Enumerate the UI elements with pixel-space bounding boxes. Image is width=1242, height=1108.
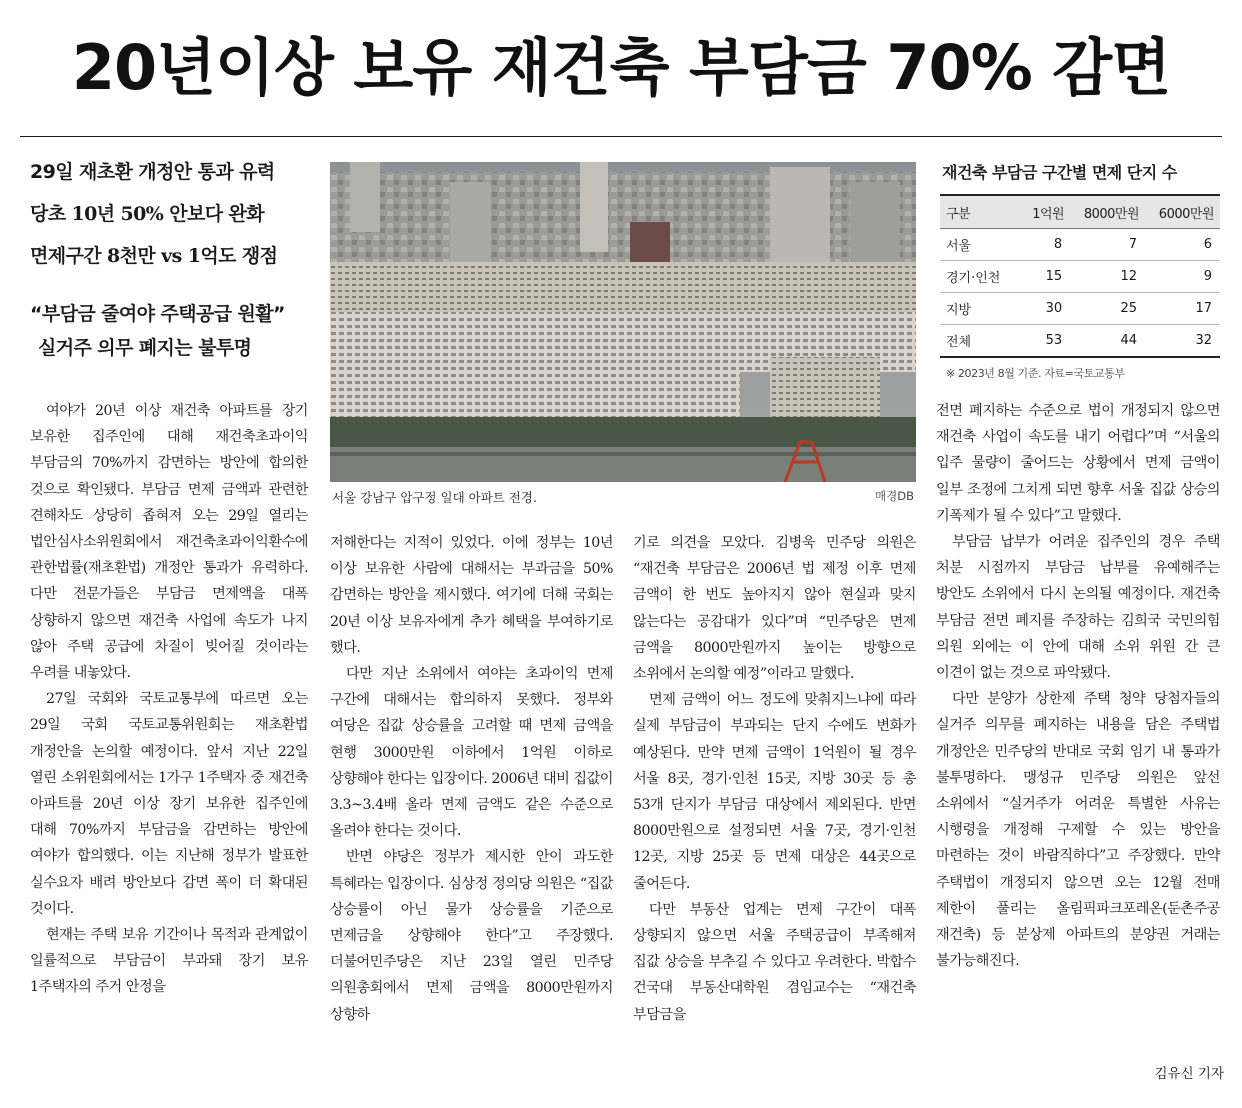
paragraph: 현재는 주택 보유 기간이나 목적과 관계없이 일률적으로 부담금이 부과돼 장기 보유 1주택자의 주거 안정을	[30, 927, 308, 996]
table-cell: 15	[1024, 261, 1070, 293]
table-cell: 17	[1145, 293, 1220, 325]
paragraph: 27일 국회와 국토교통부에 따르면 오는 29일 국회 국토교통위원회는 재초환법 개정안을 논의할 예정이다. 앞서 지난 22일 열린 소위원회에서는 1가구 1주택자 중 재건축 아파트를 20년 이상 장기 보유한 집주인에 대해 70%까지 부담금을 감면하는 방안에 여야가 합의했다. 이는 지난해 정부가 발표한 실수요자 배려 방안보다 감면 폭이 더 확대된 것이다.	[30, 691, 308, 917]
subhead-2: 당초 10년 50% 안보다 완화	[30, 203, 265, 225]
table-header-row	[940, 195, 1220, 229]
table-source-note: ※ 2023년 8월 기준. 자료=국토교통부	[946, 367, 1125, 380]
table-header-cell: 1억원	[1024, 195, 1070, 229]
photo-apartments-image	[330, 162, 916, 482]
photo-credit: 매경DB	[875, 489, 914, 503]
paragraph: 다만 부동산 업계는 면제 구간이 대폭 상향되지 않으면 서울 주택공급이 부족해져 집값 상승을 부추길 수 있다고 우려한다. 박합수 건국대 부동산대학원 겸임교수는 “재건축 부담금을	[633, 901, 916, 1023]
article-column-3	[633, 530, 916, 1088]
subhead-5: 실거주 의무 폐지는 불투명	[38, 337, 252, 359]
subhead-4: “부담금 줄여야 주택공급 원활”	[30, 303, 285, 325]
table-row	[940, 325, 1220, 358]
subhead-3: 면제구간 8천만 vs 1억도 쟁점	[30, 245, 278, 267]
table-row	[940, 229, 1220, 261]
table-cell: 지방	[940, 293, 1024, 325]
table-title: 재건축 부담금 구간별 면제 단지 수	[942, 163, 1177, 182]
table-cell: 전체	[940, 325, 1024, 358]
headline-rule	[20, 136, 1222, 137]
table-cell: 경기·인천	[940, 261, 1024, 293]
table-cell: 25	[1070, 293, 1145, 325]
table-cell: 44	[1070, 325, 1145, 358]
table-cell: 32	[1145, 325, 1220, 358]
table-header-cell: 6000만원	[1145, 195, 1220, 229]
table-cell: 7	[1070, 229, 1145, 261]
table-row	[940, 293, 1220, 325]
table-cell: 30	[1024, 293, 1070, 325]
table-cell: 53	[1024, 325, 1070, 358]
news-photo	[330, 162, 916, 482]
table-cell: 9	[1145, 261, 1220, 293]
table-header-cell: 구분	[940, 195, 1024, 229]
paragraph: 여야가 20년 이상 재건축 아파트를 장기 보유한 집주인에 대해 재건축초과이익 부담금의 70%까지 감면하는 방안에 합의한 것으로 확인됐다. 부담금 면제 금액과 관련한 견해차도 상당히 좁혀져 오는 29일 열리는 법안심사소위원회에서 재건축초과이익환수에 관한법률(재초환법) 개정안 통과가 유력하다. 다만 전문가들은 부담금 면제액을 대폭 상향하지 않으면 재건축 사업에 속도가 나지 않아 주택 공급에 차질이 빚어질 것이라는 우려를 내놓았다.	[30, 403, 308, 682]
table-cell: 6	[1145, 229, 1220, 261]
caption-text: 서울 강남구 압구정 일대 아파트 전경.	[332, 490, 537, 505]
table-header-cell: 8000만원	[1070, 195, 1145, 229]
data-table-box	[940, 158, 1220, 381]
paragraph: 반면 야당은 정부가 제시한 안이 과도한 특혜라는 입장이다. 심상정 정의당 의원은 “집값 상승률이 아닌 물가 상승률을 기준으로 면제금을 상향해야 한다”고 주장했다. 더불어민주당은 지난 23일 열린 민주당 의원총회에서 면제 금액을 8000만원까지 상향하	[330, 849, 613, 1023]
paragraph: 다만 지난 소위에서 여야는 초과이익 면제 구간에 대해서는 합의하지 못했다. 정부와 여당은 집값 상승률을 고려할 때 면제 금액을 현행 3000만원 이하에서 1억원 이하로 상향해야 한다는 입장이다. 2006년 대비 집값이 3.3~3.4배 올라 면제 금액도 같은 수준으로 올려야 한다는 것이다.	[330, 666, 613, 840]
article-column-4	[936, 398, 1220, 1088]
headline: 20년이상 보유 재건축 부담금 70% 감면	[71, 31, 1171, 104]
paragraph: 기로 의견을 모았다. 김병욱 민주당 의원은 “재건축 부담금은 2006년 법 제정 이후 면제 금액이 한 번도 높아지지 않아 현실과 맞지 않는다는 공감대가 있다”며 “민주당은 면제 금액을 8000만원까지 높이는 방향으로 소위에서 논의할 예정”이라고 말했다.	[633, 535, 916, 683]
article-column-2	[330, 530, 613, 1088]
paragraph: 면제 금액이 어느 정도에 맞춰지느냐에 따라 실제 부담금이 부과되는 단지 수에도 변화가 예상된다. 만약 면제 금액이 1억원이 될 경우 서울 8곳, 경기·인천 15곳, 지방 30곳 등 총 53개 단지가 부담금 대상에서 제외된다. 반면 8000만원으로 설정되면 서울 7곳, 경기·인천 12곳, 지방 25곳 등 면제 대상은 44곳으로 줄어든다.	[633, 692, 916, 892]
paragraph: 저해한다는 지적이 있었다. 이에 정부는 10년 이상 보유한 사람에 대해서는 부과금을 50% 감면하는 방안을 제시했다. 여기에 더해 국회는 20년 이상 보유자에게 추가 혜택을 부여하기로 했다.	[330, 535, 613, 656]
table-cell: 서울	[940, 229, 1024, 261]
article-column-1	[30, 398, 308, 1088]
table-row	[940, 261, 1220, 293]
byline: 김유신 기자	[1154, 1066, 1224, 1082]
paragraph: 부담금 납부가 어려운 집주인의 경우 주택 처분 시점까지 부담금 납부를 유예해주는 방안도 소위에서 다시 논의될 예정이다. 재건축 부담금 전면 폐지를 주장하는 김희국 국민의힘 의원 외에는 이 안에 대해 소위 위원 간 큰 이견이 없는 것으로 파악됐다.	[936, 534, 1220, 682]
photo-caption	[332, 488, 914, 510]
table-cell: 8	[1024, 229, 1070, 261]
paragraph: 전면 폐지하는 수준으로 법이 개정되지 않으면 재건축 사업이 속도를 내기 어렵다”며 “서울의 입주 물량이 줄어드는 상황에서 면제 금액이 일부 조정에 그치게 되면 향후 서울 집값 상승의 기폭제가 될 수 있다”고 말했다.	[936, 403, 1220, 524]
table-cell: 12	[1070, 261, 1145, 293]
exemption-table	[940, 194, 1220, 358]
subhead-1: 29일 재초환 개정안 통과 유력	[30, 161, 275, 183]
paragraph: 다만 분양가 상한제 주택 청약 당첨자들의 실거주 의무를 폐지하는 내용을 담은 주택법 개정안은 민주당의 반대로 국회 임기 내 통과가 불투명하다. 맹성규 민주당 의원은 앞선 소위에서 “실거주가 어려운 특별한 사유는 시행령을 개정해 구제할 수 있는 방안을 마련하는 것이 바람직하다”고 주장했다. 만약 주택법이 개정되지 않으면 오는 12월 전매 제한이 풀리는 올림픽파크포레온(둔촌주공 재건축) 등 분상제 아파트의 분양권 거래는 불가능해진다.	[936, 691, 1220, 970]
